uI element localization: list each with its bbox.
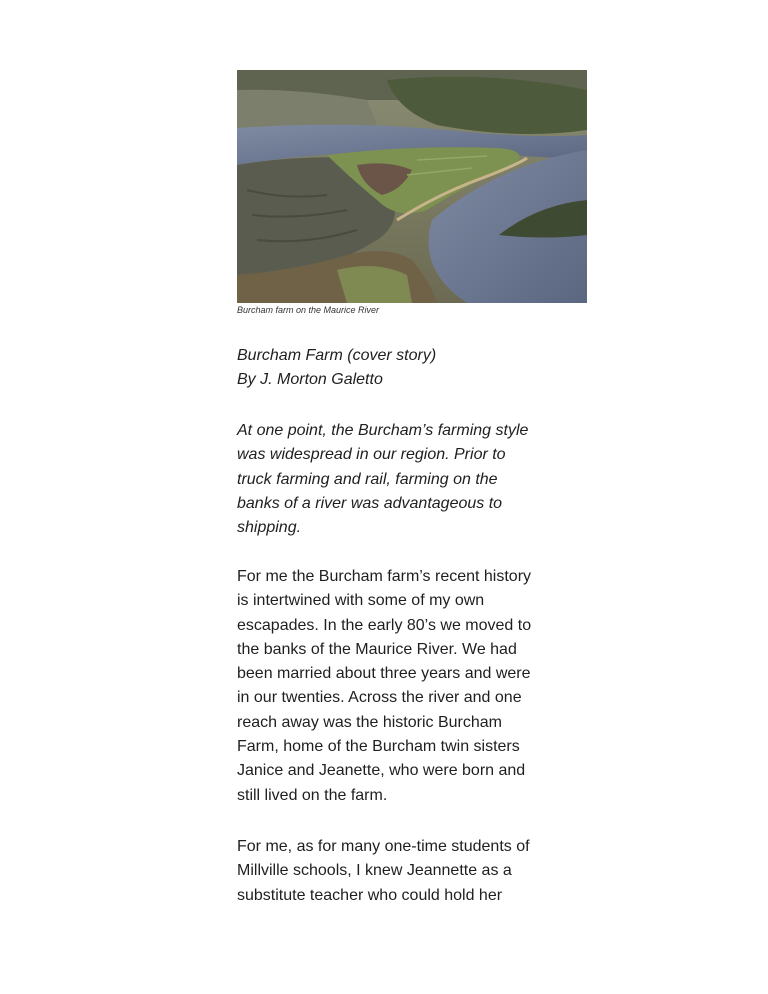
text-line: was widespread in our region. Prior to: [237, 446, 506, 464]
text-line: the banks of the Maurice River. We had: [237, 640, 517, 658]
text-line: banks of a river was advantageous to: [237, 494, 503, 512]
text-line: still lived on the farm.: [237, 786, 388, 804]
text-line: For me the Burcham farm’s recent history: [237, 568, 532, 585]
article-header: [237, 344, 597, 393]
text-line: truck farming and rail, farming on the: [237, 470, 498, 488]
text-line: substitute teacher who could hold her: [237, 886, 503, 904]
text-line: Janice and Jeanette, who were born and: [237, 762, 526, 780]
intro-paragraph: [237, 419, 597, 540]
text-line: For me, as for many one-time students of: [237, 838, 530, 855]
body-paragraph: [237, 835, 597, 908]
aerial-photo: [237, 70, 587, 303]
text-line: At one point, the Burcham’s farming style: [237, 422, 529, 439]
text-line: Farm, home of the Burcham twin sisters: [237, 738, 520, 756]
photo-caption: Burcham farm on the Maurice River: [237, 305, 380, 315]
text-line: Millville schools, I knew Jeannette as a: [237, 862, 512, 880]
text-line: escapades. In the early 80’s we moved to: [237, 616, 532, 634]
article-byline: By J. Morton Galetto: [237, 371, 383, 389]
text-line: is intertwined with some of my own: [237, 592, 485, 610]
text-line: reach away was the historic Burcham: [237, 713, 502, 731]
body-paragraph: [237, 565, 597, 808]
text-line: shipping.: [237, 519, 302, 537]
text-line: been married about three years and were: [237, 665, 531, 683]
text-line: in our twenties. Across the river and one: [237, 689, 522, 707]
article-title: Burcham Farm (cover story): [237, 347, 437, 364]
